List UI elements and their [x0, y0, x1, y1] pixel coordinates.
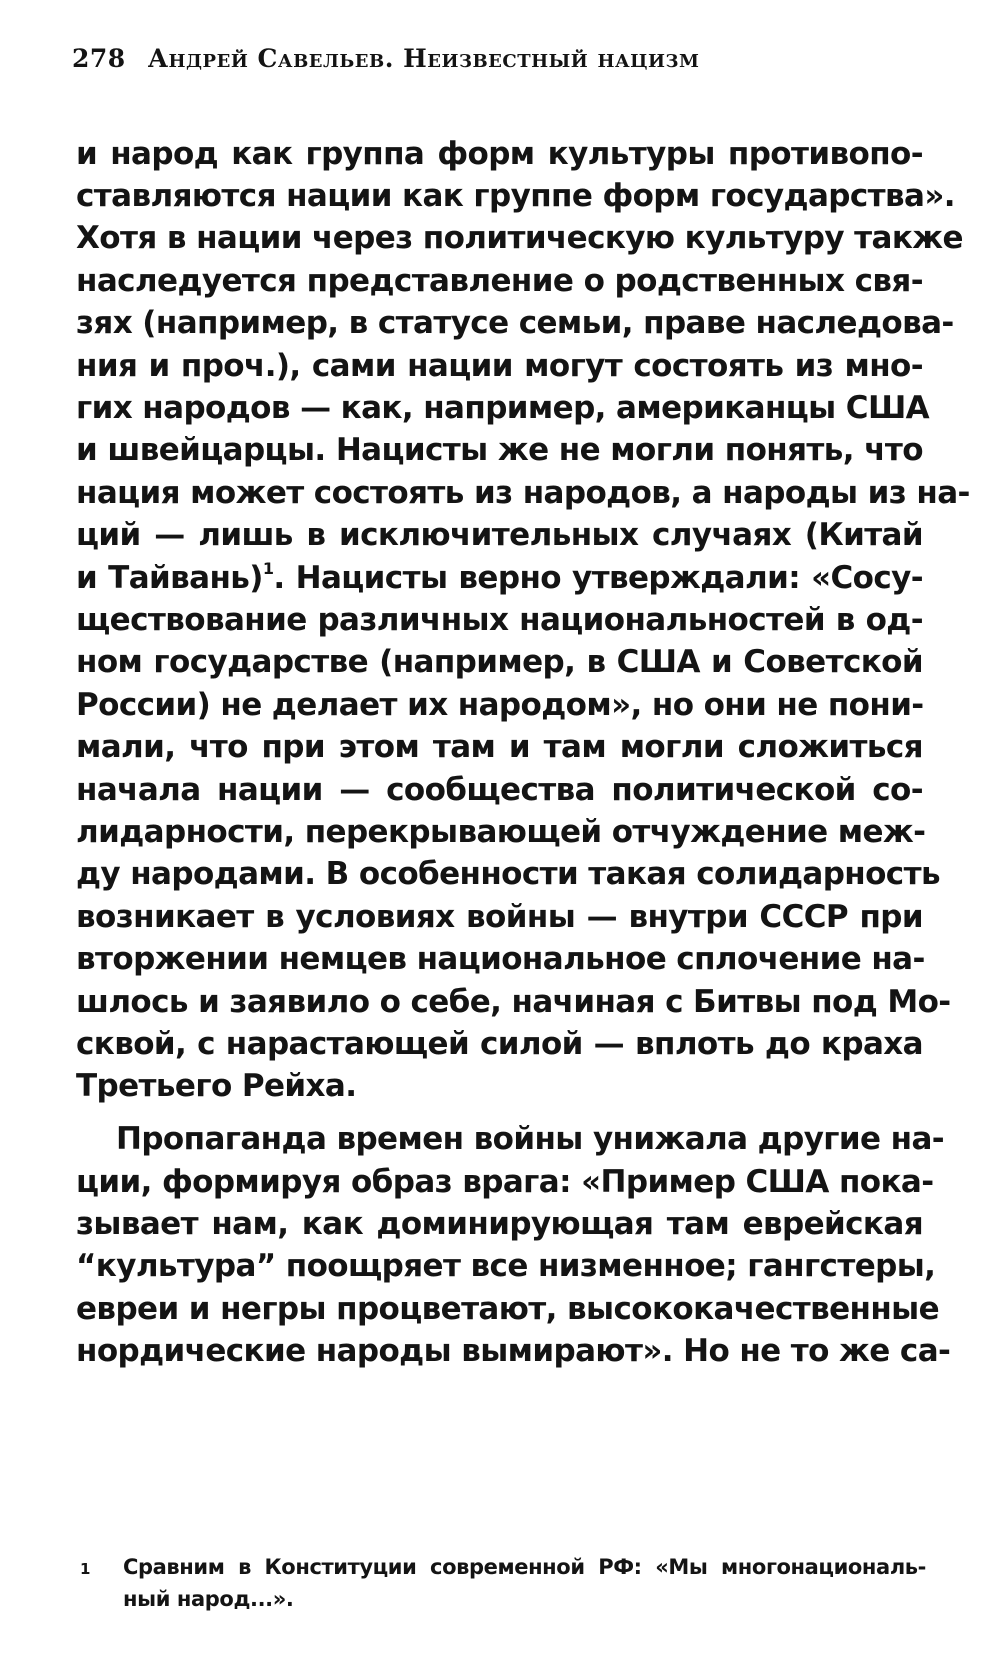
text-line: ном государстве (например, в США и Советской [76, 644, 923, 680]
text-line: нация может состоять из народов, а народы из на- [76, 475, 970, 511]
text-line: ществование различных национальностей в од- [76, 602, 923, 638]
text-line: “культура” поощряет все низменное; гангстеры, [76, 1248, 936, 1284]
text-line: зывает нам, как доминирующая там еврейская [76, 1206, 923, 1242]
text-line: сквой, с нарастающей силой — вплоть до краха [76, 1026, 923, 1062]
text-line: ций — лишь в исключительных случаях (Китай [76, 517, 923, 553]
footnote-line: ный народ...». [123, 1587, 294, 1611]
text-line: Пропаганда времен войны унижала другие на- [116, 1121, 945, 1157]
text-segment: . Нацисты верно утверждали: «Сосу- [273, 560, 923, 596]
text-line: ставляются нации как группе форм государства». [76, 178, 955, 214]
text-line: Третьего Рейха. [76, 1068, 357, 1104]
text-segment: и Тайвань) [76, 560, 263, 596]
text-line: гих народов — как, например, американцы США [76, 390, 930, 426]
text-line: и швейцарцы. Нацисты же не могли понять, что [76, 432, 923, 468]
running-header [72, 44, 699, 73]
text-line: лидарности, перекрывающей отчуждение меж- [76, 814, 926, 850]
text-line: ния и проч.), сами нации могут состоять из мно- [76, 348, 923, 384]
page-number: 278 [72, 44, 126, 73]
text-line: наследуется представление о родственных свя- [76, 263, 923, 299]
text-line: нордические народы вымирают». Но не то же са- [76, 1333, 951, 1369]
text-line: шлось и заявило о себе, начиная с Битвы под Мо- [76, 984, 951, 1020]
footnote-reference: 1 [262, 559, 274, 578]
text-line: и народ как группа форм культуры противопо- [76, 136, 923, 172]
text-line: возникает в условиях войны — внутри СССР при [76, 899, 923, 935]
footnote-marker: 1 [80, 1560, 91, 1578]
text-line: вторжении немцев национальное сплочение на- [76, 941, 925, 977]
text-line: Хотя в нации через политическую культуру также [76, 220, 963, 256]
text-line: ции, формируя образ врага: «Пример США пока- [76, 1164, 934, 1200]
running-title: Андрей Савельев. Неизвестный нацизм [147, 44, 700, 73]
footnote-line: Сравним в Конституции современной РФ: «Мы многонациональ- [123, 1555, 926, 1579]
text-line: евреи и негры процветают, высококачественные [76, 1291, 940, 1327]
text-line-with-footnote-ref [76, 558, 923, 598]
text-line: начала нации — сообщества политической со- [76, 772, 923, 808]
text-line: мали, что при этом там и там могли сложиться [76, 729, 923, 765]
text-line: ду народами. В особенности такая солидарность [76, 856, 940, 892]
text-line: России) не делает их народом», но они не пони- [76, 687, 924, 723]
text-line: зях (например, в статусе семьи, праве наследова- [76, 305, 954, 341]
